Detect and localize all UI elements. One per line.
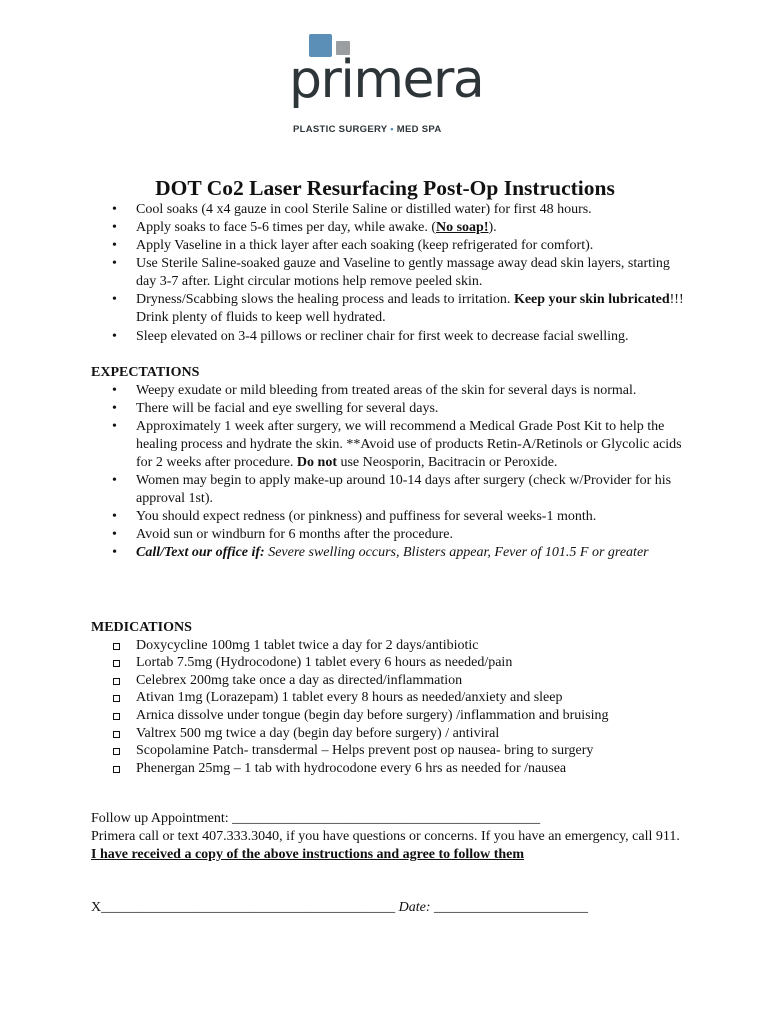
medication-item: Scopolamine Patch- transdermal – Helps prevent post op nausea- bring to surgery	[91, 742, 691, 760]
checkbox-bullet-icon	[113, 678, 120, 685]
expectation-item: • Avoid sun or windburn for 6 months after the procedure.	[112, 527, 453, 542]
acknowledgement-text: I have received a copy of the above instructions and agree to follow them	[91, 847, 525, 862]
instruction-item: • Sleep elevated on 3-4 pillows or recliner chair for first week to decrease facial swelling.	[112, 329, 629, 344]
expectation-item: • Approximately 1 week after surgery, we will recommend a Medical Grade Post Kit to help the healing process and hydrate the skin. **Avoid use of products Retin-A/Retinols or Glycolic acids for 2 weeks after procedure. Do not use Neosporin, Bacitracin or Peroxide.	[112, 419, 682, 470]
primera-logo	[289, 34, 484, 138]
checkbox-bullet-icon	[113, 766, 120, 773]
signature-x: X	[91, 900, 102, 915]
instruction-item: • Apply Vaseline in a thick layer after each soaking (keep refrigerated for comfort).	[112, 238, 594, 253]
footer-section	[91, 810, 691, 864]
checkbox-bullet-icon	[113, 643, 120, 650]
signature-field: __________________________________________	[101, 900, 396, 915]
expectation-item: • You should expect redness (or pinkness) and puffiness for several weeks-1 month.	[112, 509, 597, 524]
checkbox-bullet-icon	[113, 713, 120, 720]
medication-item: Ativan 1mg (Lorazepam) 1 tablet every 8 hours as needed/anxiety and sleep	[91, 689, 691, 707]
logo-wordmark: primera	[289, 50, 484, 110]
expectations-section	[91, 364, 691, 562]
checkbox-bullet-icon	[113, 660, 120, 667]
instructions-section	[91, 201, 691, 346]
logo-tagline: PLASTIC SURGERY • MED SPA	[293, 124, 442, 135]
instruction-item: • Cool soaks (4 x4 gauze in cool Sterile Saline or distilled water) for first 48 hours.	[112, 202, 592, 217]
expectations-heading: EXPECTATIONS	[91, 365, 200, 380]
medication-item: Valtrex 500 mg twice a day (begin day before surgery) / antiviral	[91, 725, 691, 743]
instruction-item: • Use Sterile Saline-soaked gauze and Vaseline to gently massage away dead skin layers, starting day 3-7 after. Light circular motions help remove peeled skin.	[112, 256, 670, 289]
checkbox-bullet-icon	[113, 748, 120, 755]
signature-line	[91, 899, 588, 917]
expectation-item: • There will be facial and eye swelling for several days.	[112, 401, 439, 416]
instruction-item: • Dryness/Scabbing slows the healing process and leads to irritation. Keep your skin lubricated!!! Drink plenty of fluids to keep well hydrated.	[112, 292, 684, 325]
checkbox-bullet-icon	[113, 695, 120, 702]
instruction-item: • Apply soaks to face 5-6 times per day, while awake. (No soap!).	[112, 220, 497, 235]
expectation-item: • Women may begin to apply make-up around 10-14 days after surgery (check w/Provider for his approval 1st).	[112, 473, 672, 506]
date-field: ______________________	[434, 900, 589, 915]
medication-item: Arnica dissolve under tongue (begin day before surgery) /inflammation and bruising	[91, 707, 691, 725]
medications-section	[91, 619, 691, 777]
medication-item: Lortab 7.5mg (Hydrocodone) 1 tablet every 6 hours as needed/pain	[91, 654, 691, 672]
contact-text: Primera call or text 407.333.3040, if you have questions or concerns. If you have an emergency, call 911.	[91, 829, 680, 844]
expectation-item: • Weepy exudate or mild bleeding from treated areas of the skin for several days is normal.	[112, 383, 637, 398]
checkbox-bullet-icon	[113, 731, 120, 738]
medication-item: Celebrex 200mg take once a day as directed/inflammation	[91, 672, 691, 690]
medications-heading: MEDICATIONS	[91, 620, 192, 635]
date-label: Date:	[398, 900, 431, 915]
expectation-item: • Call/Text our office if: Severe swelling occurs, Blisters appear, Fever of 101.5 F or greater	[112, 545, 649, 560]
follow-up-line: Follow up Appointment: ____________________________________________	[91, 811, 541, 826]
medication-item: Doxycycline 100mg 1 tablet twice a day for 2 days/antibiotic	[91, 637, 691, 655]
document-title: DOT Co2 Laser Resurfacing Post-Op Instructions	[155, 176, 615, 200]
medication-item: Phenergan 25mg – 1 tab with hydrocodone every 6 hrs as needed for /nausea	[91, 760, 691, 778]
